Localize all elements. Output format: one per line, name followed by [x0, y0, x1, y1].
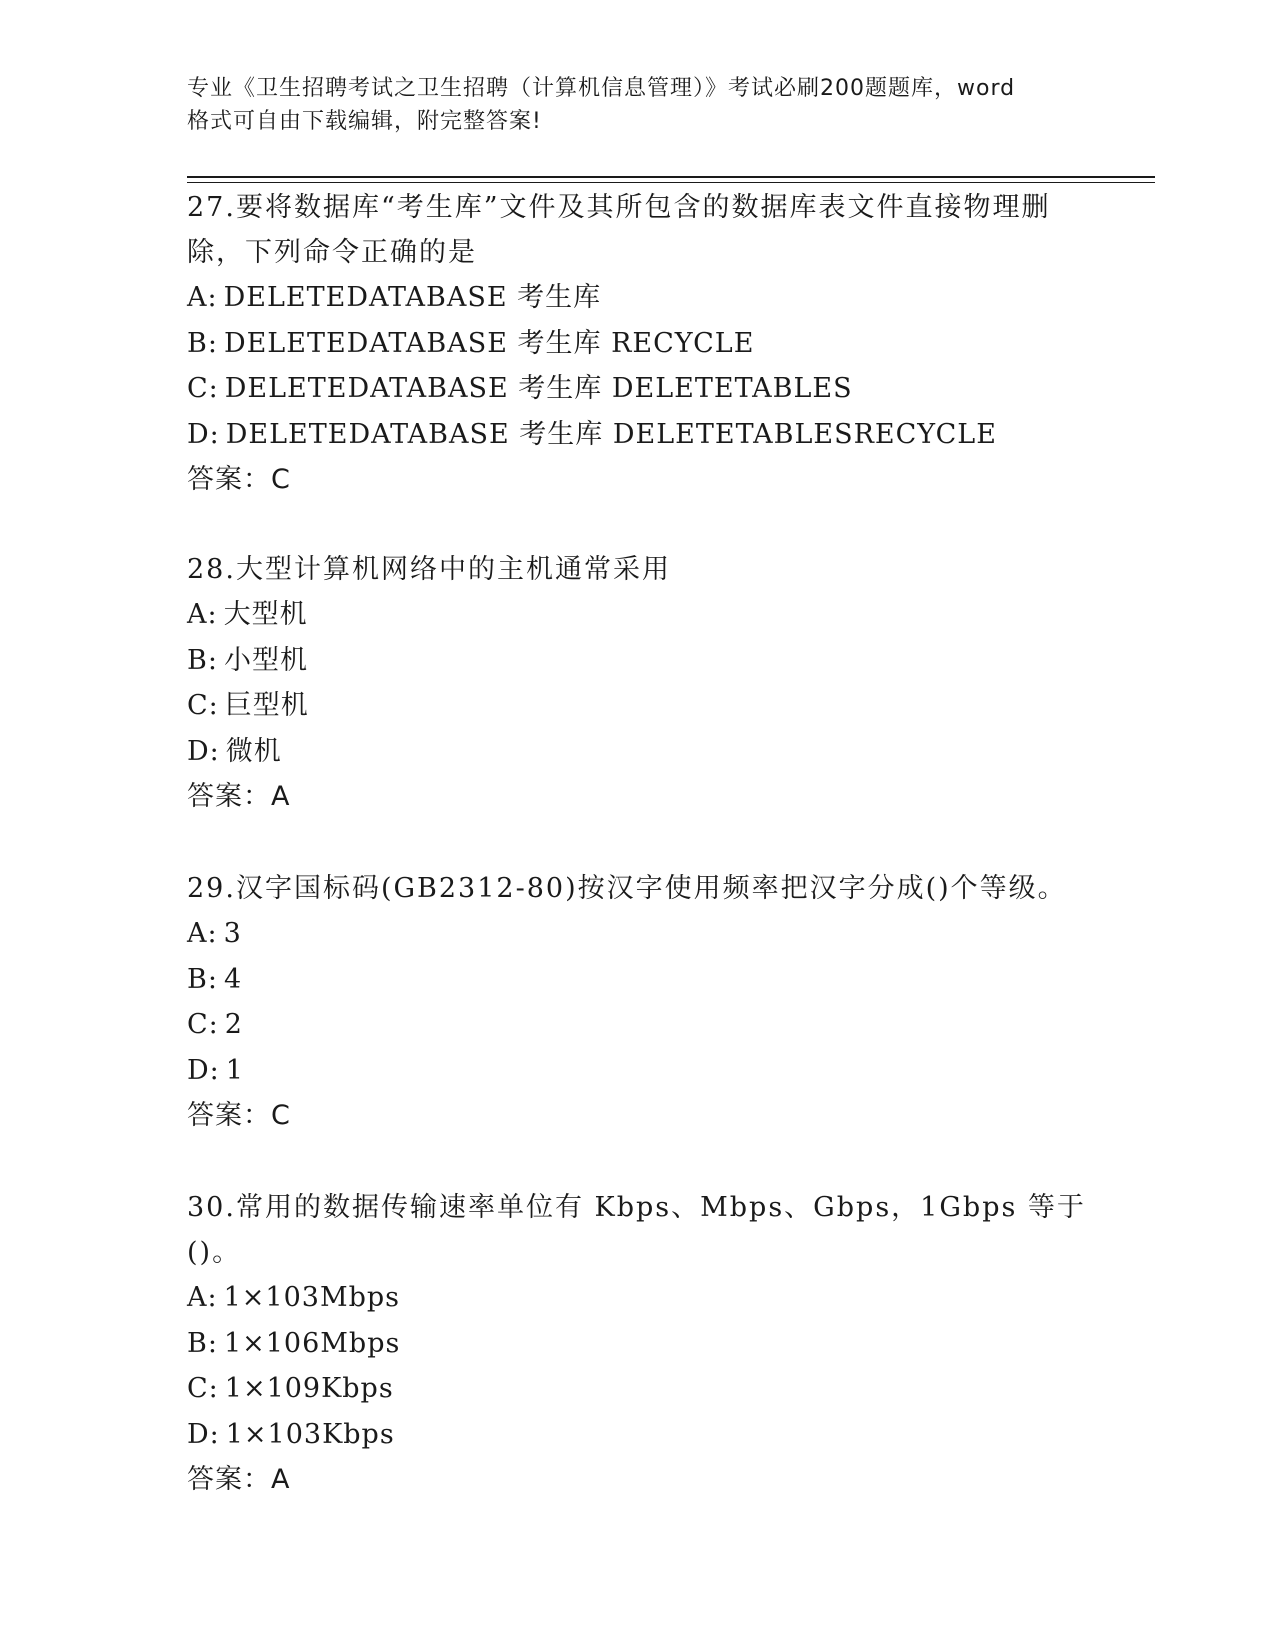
option-text: 1×106Mbps [223, 1327, 401, 1359]
header-line-2: 格式可自由下载编辑，附完整答案! [187, 109, 542, 134]
option-letter: A: [187, 918, 218, 949]
option-text: 微机 [225, 735, 282, 767]
option-text: 2 [224, 1009, 243, 1040]
document-header [187, 72, 1087, 138]
option-text: DELETEDATABASE 考生库 RECYCLE [223, 327, 755, 359]
option-letter: D: [187, 418, 220, 450]
answer-label: 答案：C [187, 1100, 291, 1131]
option-letter: C: [187, 1009, 219, 1040]
option-c [187, 1366, 1087, 1412]
option-letter: C: [187, 1373, 219, 1404]
option-d [187, 1412, 1087, 1458]
option-letter: C: [187, 373, 219, 404]
option-a [187, 911, 1087, 957]
option-letter: B: [187, 327, 218, 359]
header-rule-top [187, 176, 1155, 178]
option-a [187, 592, 1087, 638]
option-text: DELETEDATABASE 考生库 DELETETABLESRECYCLE [225, 418, 997, 450]
question-stem: 29.汉字国标码(GB2312-80)按汉字使用频率把汉字分成()个等级。 [187, 873, 1067, 904]
option-text: DELETEDATABASE 考生库 [223, 282, 602, 313]
option-letter: C: [187, 690, 219, 721]
option-b [187, 638, 1087, 684]
option-letter: A: [187, 282, 218, 313]
option-text: 1×103Mbps [223, 1282, 401, 1313]
option-letter: B: [187, 1327, 218, 1359]
option-a [187, 275, 1087, 321]
option-text: 1×103Kbps [225, 1418, 395, 1450]
answer-label: 答案：A [187, 1464, 291, 1495]
option-c [187, 366, 1087, 412]
question-28 [187, 547, 1087, 819]
option-d [187, 729, 1087, 775]
option-text: 大型机 [223, 599, 308, 630]
question-stem: 28.大型计算机网络中的主机通常采用 [187, 554, 671, 585]
option-letter: A: [187, 599, 218, 630]
option-c [187, 1002, 1087, 1048]
option-d [187, 412, 1087, 458]
option-letter: A: [187, 1282, 218, 1313]
option-text: 1 [225, 1054, 244, 1086]
option-a [187, 1275, 1087, 1321]
option-text: 1×109Kbps [224, 1373, 394, 1404]
question-30 [187, 1185, 1087, 1502]
question-stem: 27.要将数据库“考生库”文件及其所包含的数据库表文件直接物理删除，下列命令正确的是 [187, 192, 1051, 268]
option-letter: D: [187, 1054, 220, 1086]
option-b [187, 957, 1087, 1003]
option-letter: B: [187, 963, 218, 995]
option-text: DELETEDATABASE 考生库 DELETETABLES [224, 373, 853, 404]
header-rule-bottom [187, 182, 1155, 183]
option-b [187, 1321, 1087, 1367]
option-d [187, 1048, 1087, 1094]
option-text: 巨型机 [224, 690, 309, 721]
option-text: 4 [223, 963, 243, 995]
header-line-1: 专业《卫生招聘考试之卫生招聘（计算机信息管理）》考试必刷200题题库，word [187, 76, 1016, 101]
answer-label: 答案：C [187, 464, 291, 495]
option-text: 3 [223, 918, 242, 949]
option-c [187, 683, 1087, 729]
question-29 [187, 866, 1087, 1138]
option-letter: D: [187, 735, 220, 767]
option-letter: B: [187, 644, 218, 676]
option-text: 小型机 [223, 644, 308, 676]
question-stem: 30.常用的数据传输速率单位有 Kbps、Mbps、Gbps，1Gbps 等于()。 [187, 1192, 1086, 1268]
option-letter: D: [187, 1418, 220, 1450]
answer-label: 答案：A [187, 781, 291, 812]
option-b [187, 321, 1087, 367]
question-27 [187, 185, 1087, 502]
